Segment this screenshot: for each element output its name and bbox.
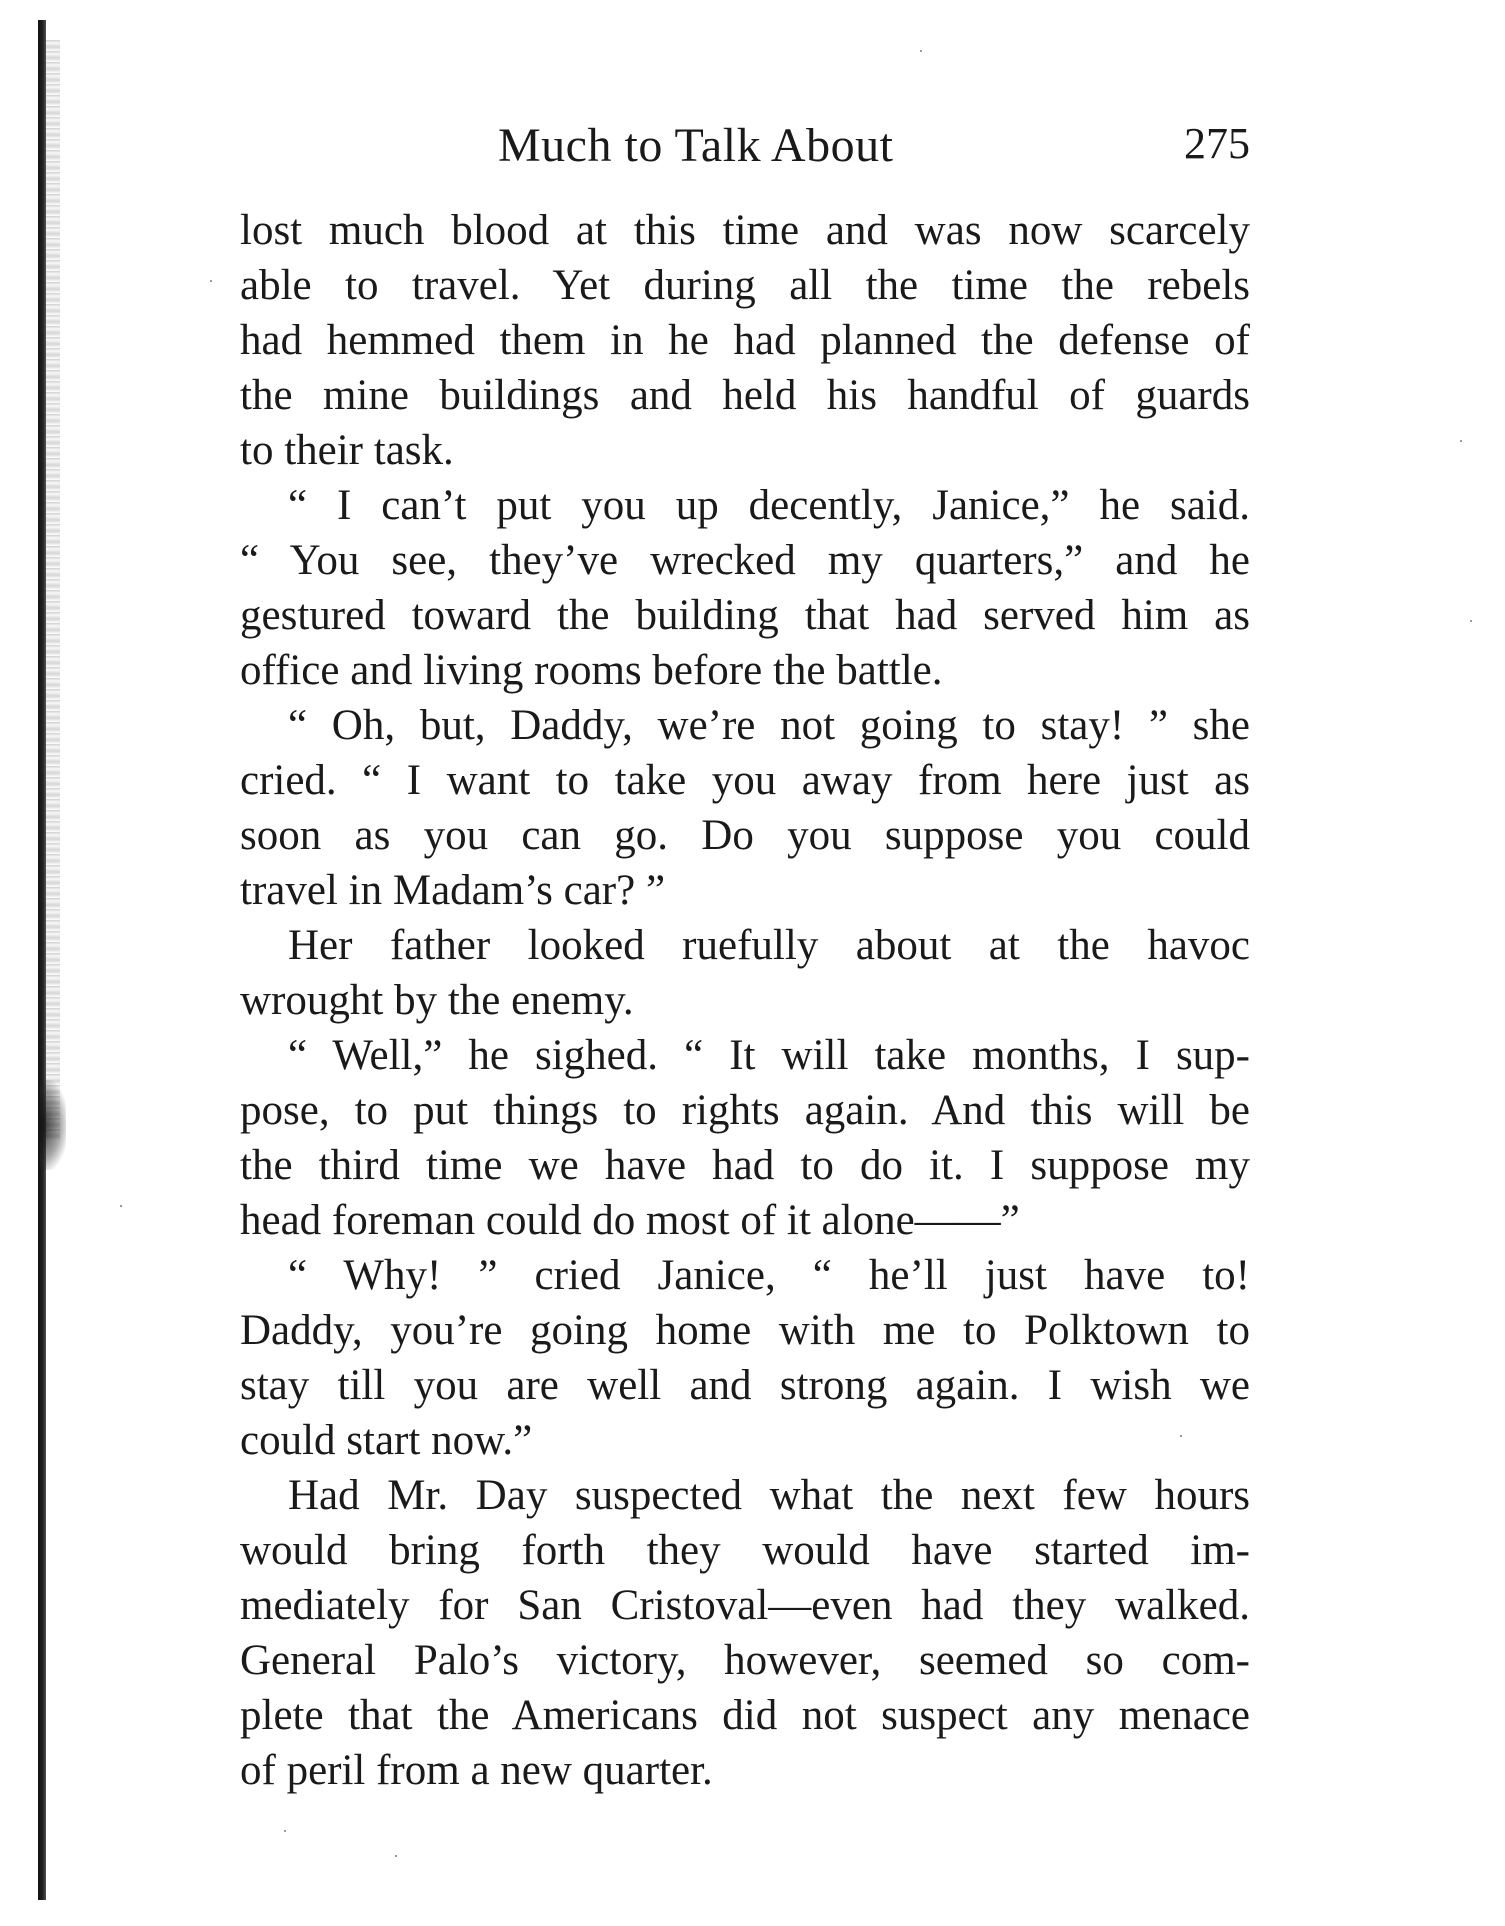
body-text xyxy=(240,203,1250,1798)
paper-speck xyxy=(1180,1435,1182,1437)
page-number: 275 xyxy=(1184,119,1250,168)
text-line: plete that the Americans did not suspect any menace xyxy=(240,1692,1250,1739)
text-line: the third time we have had to do it. I suppose my xyxy=(240,1142,1250,1189)
text-line: had hemmed them in he had planned the defense of xyxy=(240,317,1250,364)
text-line: lost much blood at this time and was now scarcely xyxy=(240,207,1250,254)
text-line: able to travel. Yet during all the time the rebels xyxy=(240,262,1250,309)
text-line: gestured toward the building that had served him as xyxy=(240,592,1250,639)
text-line: to their task. xyxy=(240,427,454,474)
text-line: Daddy, you’re going home with me to Polktown to xyxy=(240,1307,1250,1354)
text-line: Had Mr. Day suspected what the next few hours xyxy=(288,1472,1250,1519)
page-header xyxy=(240,118,1250,178)
paper-speck xyxy=(210,280,212,282)
text-line: “ Why! ” cried Janice, “ he’ll just have to! xyxy=(288,1252,1250,1299)
text-line: “ You see, they’ve wrecked my quarters,” and he xyxy=(240,537,1250,584)
binding-shadow xyxy=(38,20,46,1900)
paper-speck xyxy=(920,50,922,52)
text-line: of peril from a new quarter. xyxy=(240,1747,713,1794)
paper-speck xyxy=(1460,440,1462,442)
text-line: “ Oh, but, Daddy, we’re not going to stay! ” she xyxy=(288,702,1250,749)
paper-speck xyxy=(284,1830,286,1832)
text-line: wrought by the enemy. xyxy=(240,977,634,1024)
text-line: soon as you can go. Do you suppose you could xyxy=(240,812,1250,859)
text-line: mediately for San Cristoval—even had they walked. xyxy=(240,1582,1250,1629)
paper-speck xyxy=(395,1855,397,1857)
text-line: stay till you are well and strong again. I wish we xyxy=(240,1362,1250,1409)
paper-speck xyxy=(1470,620,1472,622)
paper-speck xyxy=(120,1205,122,1207)
text-line: travel in Madam’s car? ” xyxy=(240,867,666,914)
text-line: office and living rooms before the battle. xyxy=(240,647,943,694)
text-line: the mine buildings and held his handful of guards xyxy=(240,372,1250,419)
text-line: cried. “ I want to take you away from here just as xyxy=(240,757,1250,804)
binding-edge-texture xyxy=(46,40,60,1140)
text-line: “ I can’t put you up decently, Janice,” he said. xyxy=(288,482,1250,529)
text-line: would bring forth they would have started im- xyxy=(240,1527,1250,1574)
binding-ink-blot xyxy=(40,1080,66,1170)
text-line: General Palo’s victory, however, seemed so com- xyxy=(240,1637,1250,1684)
text-line: Her father looked ruefully about at the havoc xyxy=(288,922,1250,969)
text-line: head foreman could do most of it alone——” xyxy=(240,1197,1020,1244)
text-line: pose, to put things to rights again. And this will be xyxy=(240,1087,1250,1134)
running-title: Much to Talk About xyxy=(498,119,894,172)
text-line: “ Well,” he sighed. “ It will take months, I sup- xyxy=(288,1032,1250,1079)
text-line: could start now.” xyxy=(240,1417,533,1464)
